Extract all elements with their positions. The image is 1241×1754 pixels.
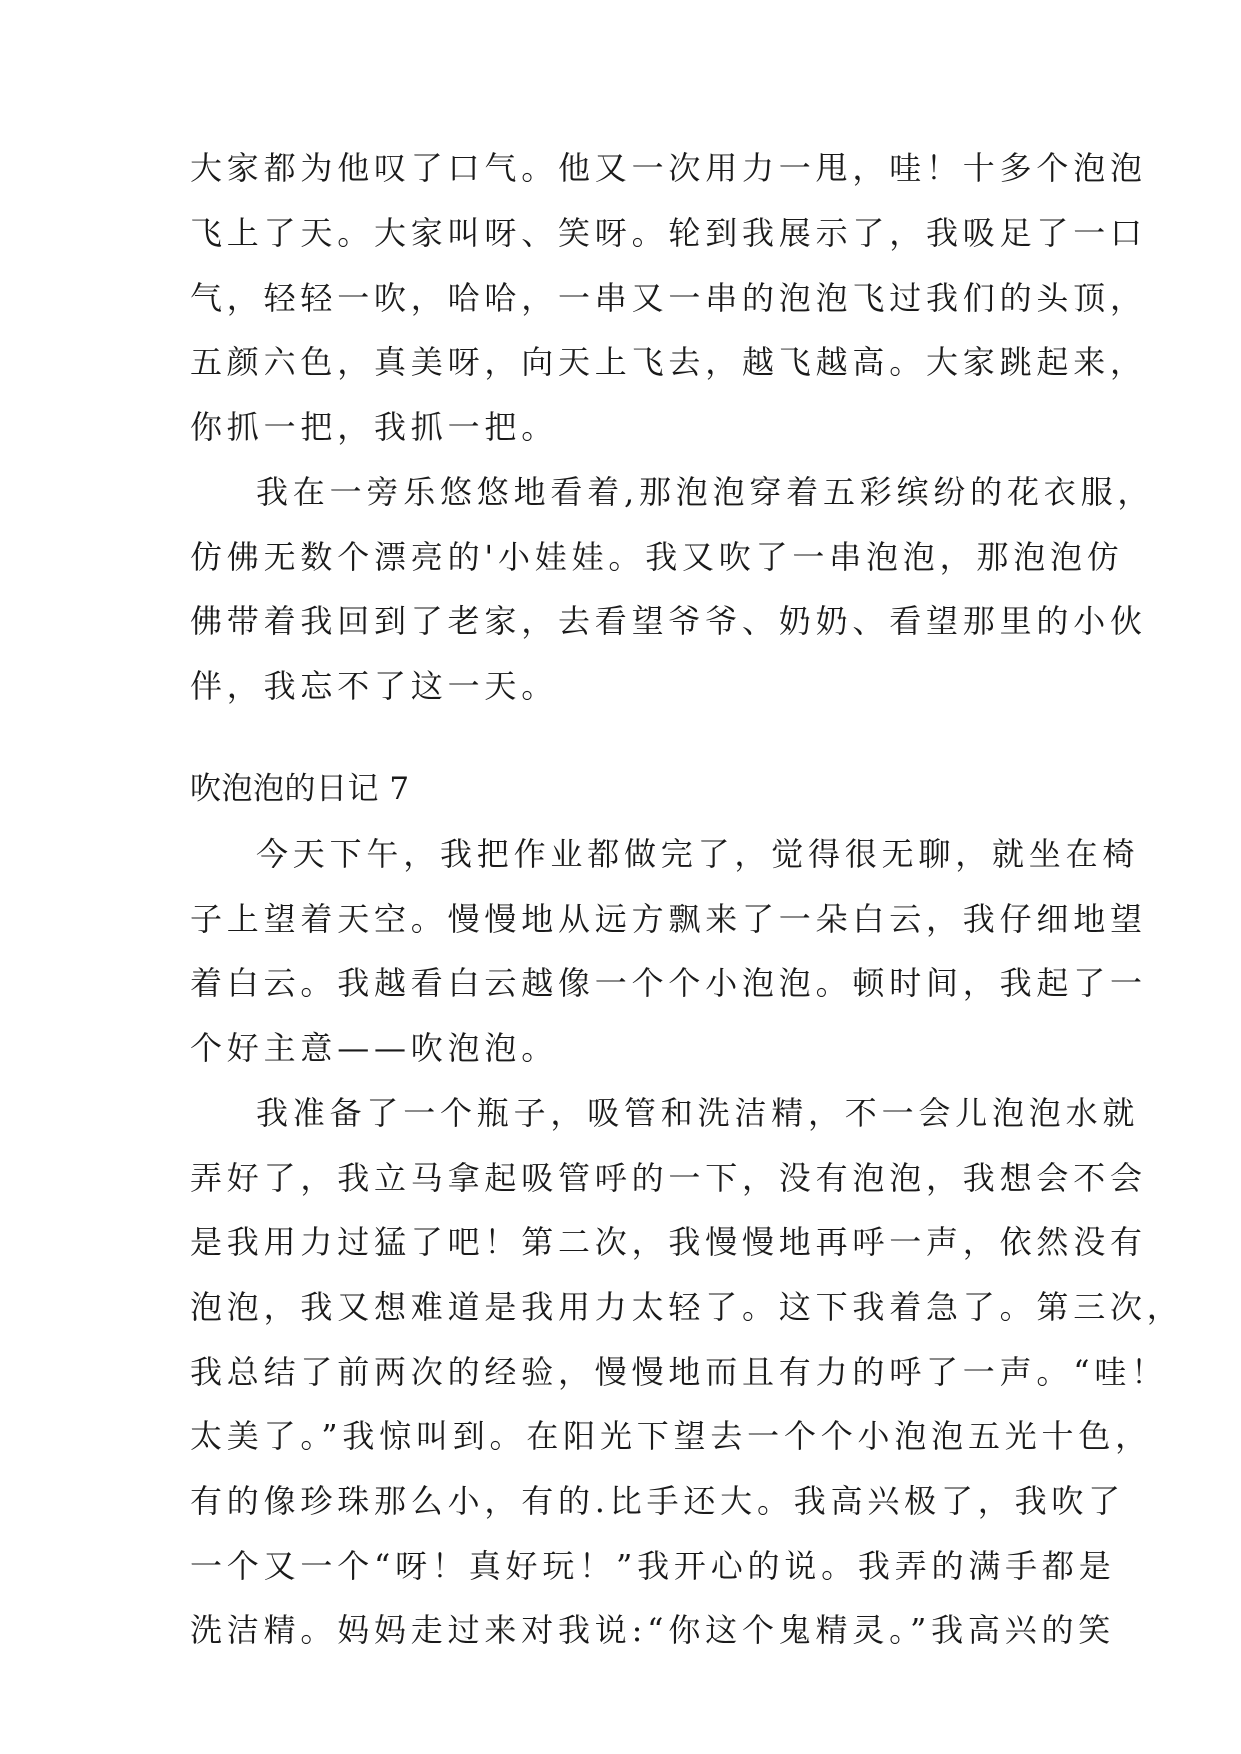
text-line: 洗洁精。妈妈走过来对我说:“你这个鬼精灵。”我高兴的笑: [190, 1611, 1116, 1649]
text-line: 大家都为他叹了口气。他又一次用力一甩，哇！十多个泡泡: [190, 149, 1147, 187]
text-line: 是我用力过猛了吧！第二次，我慢慢地再呼一声，依然没有: [190, 1223, 1147, 1261]
text-line: 你抓一把，我抓一把。: [190, 408, 559, 446]
text-line: 泡泡，我又想难道是我用力太轻了。这下我着急了。第三次，: [190, 1288, 1184, 1326]
text-line: 伴，我忘不了这一天。: [190, 667, 559, 705]
text-line: 一个又一个“呀！真好玩！”我开心的说。我弄的满手都是: [190, 1547, 1116, 1585]
text-line: 我总结了前两次的经验，慢慢地而且有力的呼了一声。“哇！: [190, 1353, 1168, 1391]
text-line: 五颜六色，真美呀，向天上飞去，越飞越高。大家跳起来，: [190, 343, 1147, 381]
text-line: 佛带着我回到了老家，去看望爷爷、奶奶、看望那里的小伙: [190, 602, 1147, 640]
text-line: 弄好了，我立马拿起吸管呼的一下，没有泡泡，我想会不会: [190, 1159, 1147, 1197]
text-line: 仿佛无数个漂亮的'小娃娃。我又吹了一串泡泡，那泡泡仿: [190, 538, 1124, 576]
text-line: 我准备了一个瓶子，吸管和洗洁精，不一会儿泡泡水就: [256, 1094, 1140, 1132]
text-line: 我在一旁乐悠悠地看着,那泡泡穿着五彩缤纷的花衣服，: [256, 473, 1155, 511]
text-line: 今天下午，我把作业都做完了，觉得很无聊，就坐在椅: [256, 835, 1140, 873]
text-line: 气，轻轻一吹，哈哈，一串又一串的泡泡飞过我们的头顶，: [190, 279, 1147, 317]
text-line: 子上望着天空。慢慢地从远方飘来了一朵白云，我仔细地望: [190, 900, 1147, 938]
text-line: 有的像珍珠那么小，有的.比手还大。我高兴极了，我吹了: [190, 1482, 1125, 1520]
text-line: 个好主意——吹泡泡。: [190, 1029, 559, 1067]
text-line: 着白云。我越看白云越像一个个小泡泡。顿时间，我起了一: [190, 964, 1147, 1002]
text-line: 太美了。”我惊叫到。在阳光下望去一个个小泡泡五光十色，: [190, 1417, 1152, 1455]
text-line: 飞上了天。大家叫呀、笑呀。轮到我展示了，我吸足了一口: [190, 214, 1147, 252]
section-title: 吹泡泡的日记 7: [190, 771, 410, 807]
